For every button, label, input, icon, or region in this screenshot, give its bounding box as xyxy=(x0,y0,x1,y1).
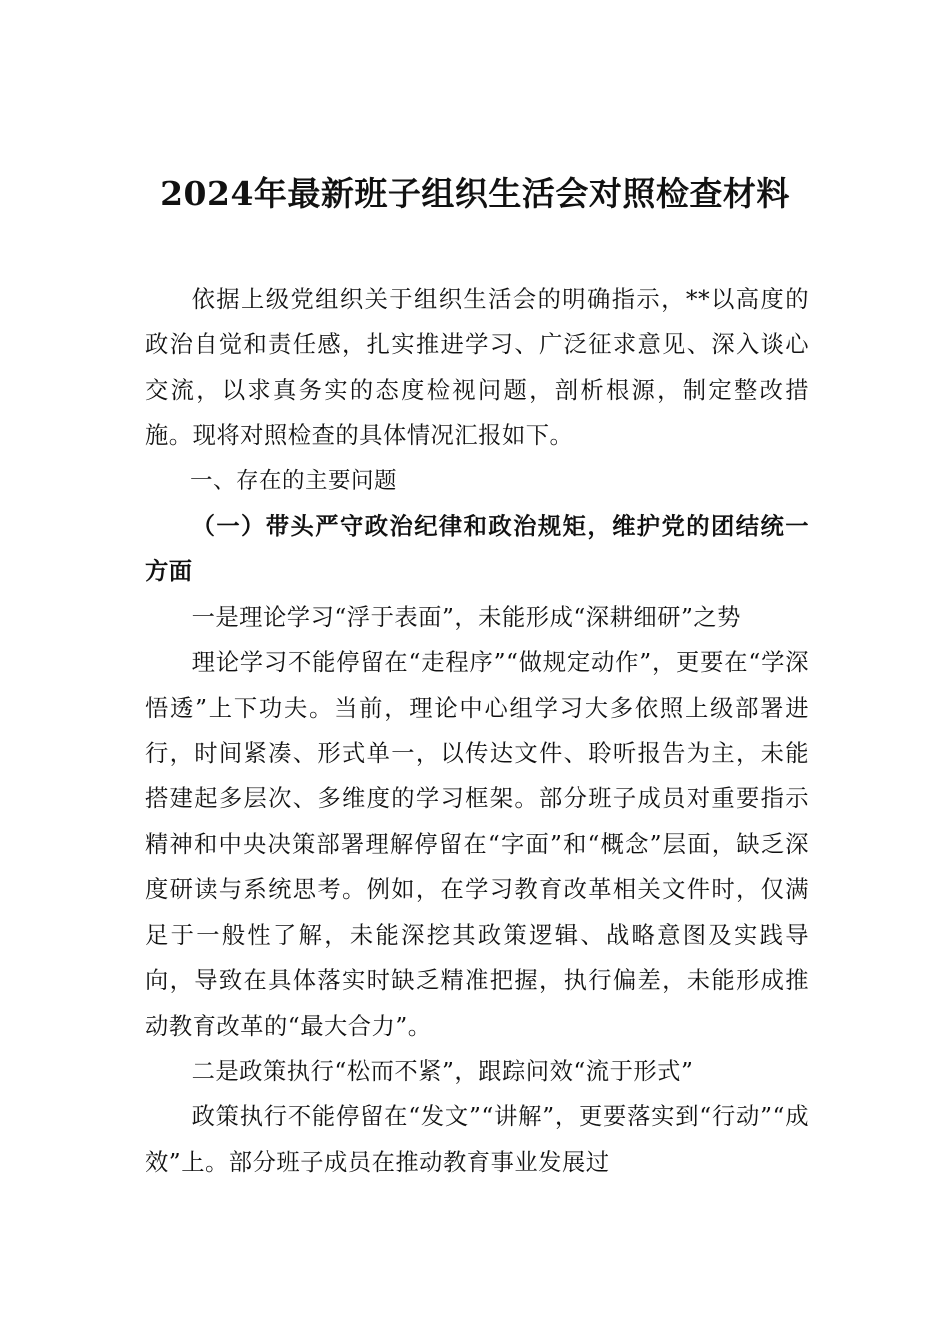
theory-study-paragraph: 理论学习不能停留在“走程序”“做规定动作”，更要在“学深悟透”上下功夫。当前，理论中心组学习大多依照上级部署进行，时间紧凑、形式单一，以传达文件、聆听报告为主，未能搭建起多层次、多维度的学习框架。部分班子成员对重要指示精神和中央决策部署理解停留在“字面”和“概念”层面，缺乏深度研读与系统思考。例如，在学习教育改革相关文件时，仅满足于一般性了解，未能深挖其政策逻辑、战略意图及实践导向，导致在具体落实时缺乏精准把握，执行偏差，未能形成推动教育改革的“最大合力”。 xyxy=(145,649,809,1040)
intro-paragraph: 依据上级党组织关于组织生活会的明确指示，**以高度的政治自觉和责任感，扎实推进学习、广泛征求意见、深入谈心交流，以求真务实的态度检视问题，剖析根源，制定整改措施。现将对照检查的具体情况汇报如下。 xyxy=(145,286,809,450)
point-heading-theory-study: 一是理论学习“浮于表面”，未能形成“深耕细研”之势 xyxy=(191,603,741,631)
section-heading-problems: 一、存在的主要问题 xyxy=(190,467,398,494)
document-body xyxy=(145,277,809,1185)
subsection-heading-political-discipline: （一）带头严守政治纪律和政治规矩，维护党的团结统一方面 xyxy=(145,513,809,586)
policy-execution-paragraph: 政策执行不能停留在“发文”“讲解”，更要落实到“行动”“成效”上。部分班子成员在推动教育事业发展过 xyxy=(145,1103,809,1176)
document-title: 2024年最新班子组织生活会对照检查材料 xyxy=(160,174,790,213)
point-heading-policy-execution: 二是政策执行“松而不紧”，跟踪问效“流于形式” xyxy=(191,1057,694,1085)
